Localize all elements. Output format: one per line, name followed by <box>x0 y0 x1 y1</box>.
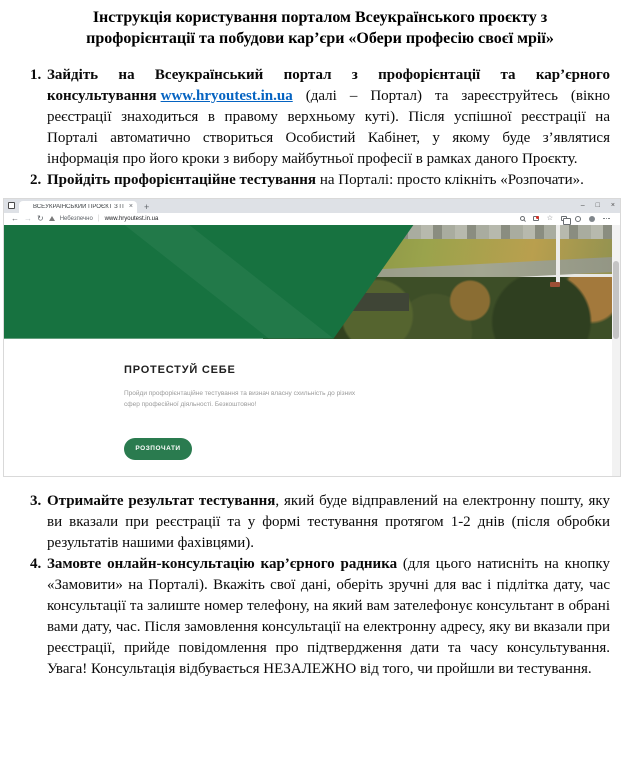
more-options-icon[interactable] <box>603 218 610 220</box>
search-icon[interactable] <box>520 216 525 221</box>
tab-title: ВСЕУКРАЇНСЬКИЙ ПРОЄКТ З П <box>33 203 124 210</box>
list-item-text: на Порталі: просто клікніть «Розпочати». <box>316 171 584 188</box>
list-item-text: (далі – Портал) та зареєструйтесь (вікно реєстрації знаходиться в правому верхньому куті). Після успішної реєстрації на Порталі автоматично створиться Особистий Кабінет, у якому буде з’являтися інформація про його кроки з вибору майбутньої професії в рамках даного Проєкту. <box>47 87 610 167</box>
favorites-star-icon[interactable]: ☆ <box>546 215 553 223</box>
address-bar-separator: | <box>97 215 100 223</box>
ukraine-flag-favicon <box>23 204 30 209</box>
list-item-2 <box>30 170 610 191</box>
browser-tab-bar <box>4 199 620 213</box>
portal-section-heading: ПРОТЕСТУЙ СЕБЕ <box>124 363 236 376</box>
portal-hero-banner <box>4 225 620 339</box>
collections-notification-icon[interactable] <box>533 216 539 221</box>
list-item-text: , який буде відправлений на електронну пошту, яку ви вказали при реєстрації та у формі тестування протягом 1-2 днів (після обробки результатів нашими фахівцями). <box>47 492 610 551</box>
browser-screenshot <box>3 198 621 477</box>
list-item-number: 1. <box>30 66 42 83</box>
list-item-number: 4. <box>30 555 42 572</box>
list-item-1 <box>30 65 610 170</box>
portal-section-description: Пройди профорієнтаційне тестування та визнач власну схильність до різних сфер професійної діяльності. Безкоштовно! <box>124 389 356 408</box>
page-scrollbar[interactable] <box>612 225 620 476</box>
list-item-3 <box>30 491 610 554</box>
back-icon[interactable]: ← <box>11 213 19 223</box>
browser-tab[interactable] <box>19 201 137 213</box>
browser-address-bar <box>4 213 620 225</box>
minimize-button[interactable]: – <box>580 202 585 210</box>
tab-close-icon[interactable]: × <box>128 203 133 211</box>
security-label: Небезпечно <box>59 215 93 222</box>
close-button[interactable]: × <box>610 202 615 210</box>
profile-avatar-icon[interactable] <box>589 216 595 222</box>
list-item-lead: Отримайте результат тестування <box>47 492 276 509</box>
start-test-button[interactable]: РОЗПОЧАТИ <box>124 438 192 460</box>
photo-monument-base <box>550 282 560 287</box>
list-item-lead: Пройдіть профорієнтаційне тестування <box>47 171 317 188</box>
forward-icon: → <box>24 213 32 223</box>
tab-actions-icon[interactable] <box>8 202 15 209</box>
maximize-button[interactable]: □ <box>595 202 600 210</box>
notification-dot <box>536 216 539 219</box>
url-text[interactable]: www.hryoutest.in.ua <box>104 215 159 222</box>
address-bar-icons <box>520 213 610 225</box>
list-item-lead: Зайдіть на Всеукраїнський портал з профорієнтації та кар’єрного консультування <box>47 66 610 104</box>
list-item-number: 3. <box>30 492 42 509</box>
new-tab-button[interactable]: + <box>144 201 150 212</box>
not-secure-warning-icon[interactable] <box>49 216 55 221</box>
collections-icon[interactable] <box>561 216 567 221</box>
list-item-number: 2. <box>30 171 42 188</box>
photo-monument-pole <box>556 225 560 284</box>
extensions-icon[interactable] <box>575 216 581 222</box>
scrollbar-thumb[interactable] <box>613 261 619 339</box>
list-item-lead: Замовте онлайн-консультацію кар’єрного радника <box>47 555 398 572</box>
portal-link[interactable]: www.hryoutest.in.ua <box>160 87 293 104</box>
list-item-text: (для цього натисніть на кнопку «Замовити» на Порталі). Вкажіть свої дані, оберіть зручні для вас і підлітка дату, час консультації та залиште номер телефону, на який вам зателефонує консультант в обрані вами дату, час. Після замовлення консультації на електронну адресу, яку ви вказали при реєстрації, прийде повідомлення про підтвердження дати та часу консультування. Увага! Консультація відбувається НЕЗАЛЕЖНО від того, чи пройшли ви тестування. <box>47 555 611 677</box>
window-controls <box>581 199 615 213</box>
list-item-4 <box>30 554 610 680</box>
page-title: Інструкція користування порталом Всеукраїнського проєкту з профорієнтації та побудови кар’єри «Обери професію своєї мрії» <box>86 9 554 47</box>
refresh-icon[interactable]: ↻ <box>37 213 44 223</box>
